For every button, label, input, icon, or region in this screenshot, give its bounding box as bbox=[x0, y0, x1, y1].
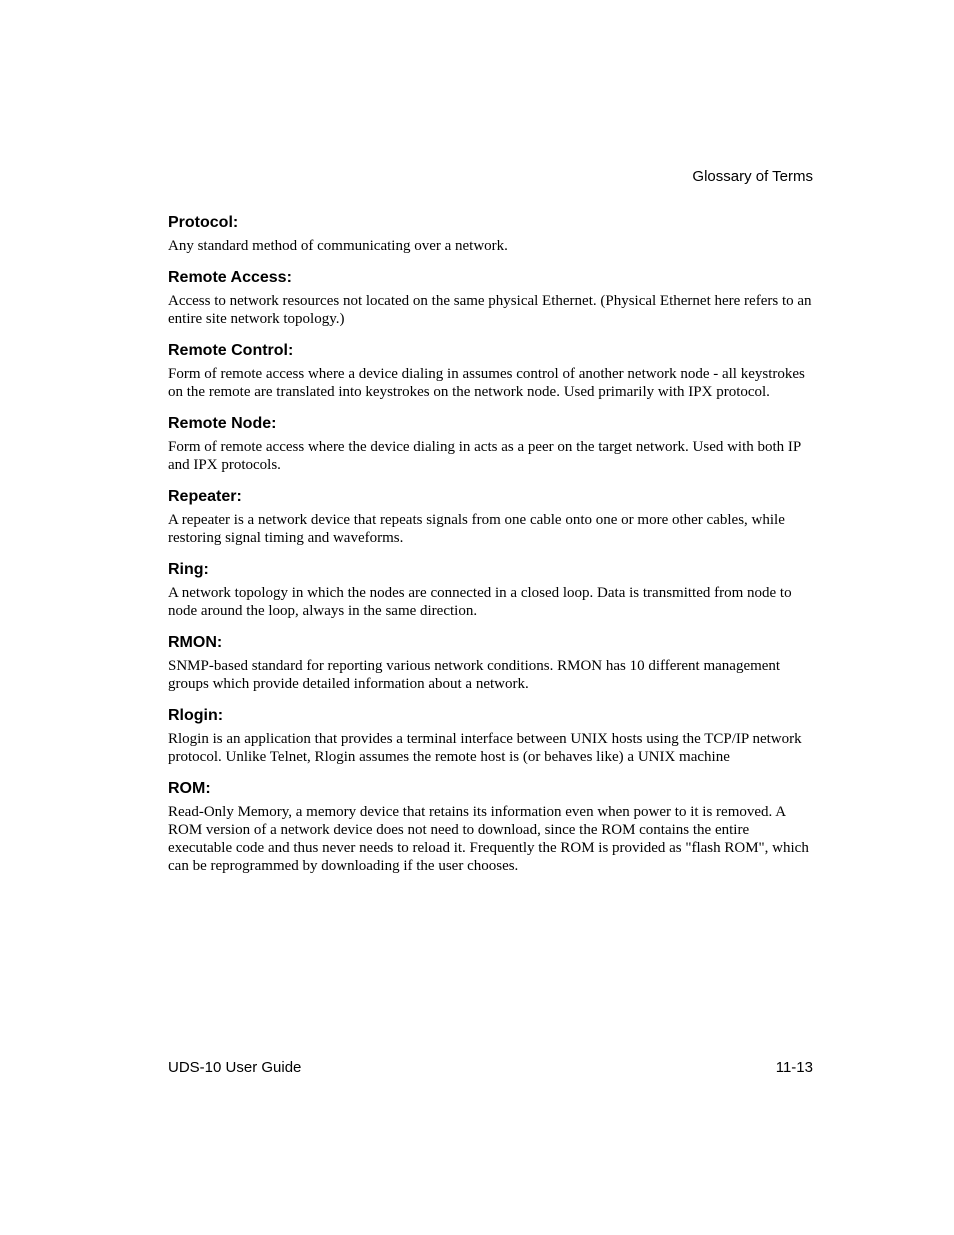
glossary-definition: SNMP-based standard for reporting various network conditions. RMON has 10 different management groups which provide detailed information about a network. bbox=[168, 658, 781, 692]
glossary-term: Remote Node: bbox=[168, 415, 277, 432]
glossary-term: Remote Control: bbox=[168, 342, 294, 359]
glossary-definition: A repeater is a network device that repeats signals from one cable onto one or more other cables, while restoring signal timing and waveforms. bbox=[168, 512, 785, 546]
glossary-term: Repeater: bbox=[168, 488, 242, 505]
glossary-list bbox=[168, 213, 816, 888]
glossary-definition: Access to network resources not located on the same physical Ethernet. (Physical Ethernet here refers to an entire site network topology.) bbox=[168, 293, 812, 327]
glossary-entry-ring bbox=[168, 560, 816, 620]
glossary-term: Remote Access: bbox=[168, 269, 292, 286]
glossary-term: RMON: bbox=[168, 634, 223, 651]
glossary-entry-remote-access bbox=[168, 268, 816, 328]
glossary-definition: Rlogin is an application that provides a terminal interface between UNIX hosts using the TCP/IP network protocol. Unlike Telnet, Rlogin assumes the remote host is (or behaves like) a UNIX machine bbox=[168, 731, 802, 765]
glossary-definition: Form of remote access where a device dialing in assumes control of another network node - all keystrokes on the remote are translated into keystrokes on the network node. Used primarily with IPX protocol. bbox=[168, 366, 805, 400]
footer-document-title: UDS-10 User Guide bbox=[168, 1059, 302, 1076]
glossary-term: ROM: bbox=[168, 780, 211, 797]
glossary-term: Ring: bbox=[168, 561, 209, 578]
glossary-term: Rlogin: bbox=[168, 707, 224, 724]
glossary-entry-protocol bbox=[168, 213, 816, 255]
glossary-entry-rom bbox=[168, 779, 816, 875]
running-header: Glossary of Terms bbox=[692, 168, 813, 185]
glossary-definition: Any standard method of communicating over a network. bbox=[168, 238, 508, 254]
glossary-entry-rlogin bbox=[168, 706, 816, 766]
glossary-entry-rmon bbox=[168, 633, 816, 693]
glossary-definition: Form of remote access where the device dialing in acts as a peer on the target network. Used with both IP and IPX protocols. bbox=[168, 439, 801, 473]
glossary-definition: Read-Only Memory, a memory device that retains its information even when power to it is removed. A ROM version of a network device does not need to download, since the ROM contains the entire executable code and thus never needs to reload it. Frequently the ROM is provided as "flash ROM", which can be reprogrammed by downloading if the user chooses. bbox=[168, 804, 809, 874]
glossary-entry-remote-control bbox=[168, 341, 816, 401]
glossary-term: Protocol: bbox=[168, 214, 239, 231]
glossary-definition: A network topology in which the nodes are connected in a closed loop. Data is transmitted from node to node around the loop, always in the same direction. bbox=[168, 585, 792, 619]
footer-page-number: 11-13 bbox=[775, 1059, 813, 1076]
glossary-entry-remote-node bbox=[168, 414, 816, 474]
glossary-entry-repeater bbox=[168, 487, 816, 547]
